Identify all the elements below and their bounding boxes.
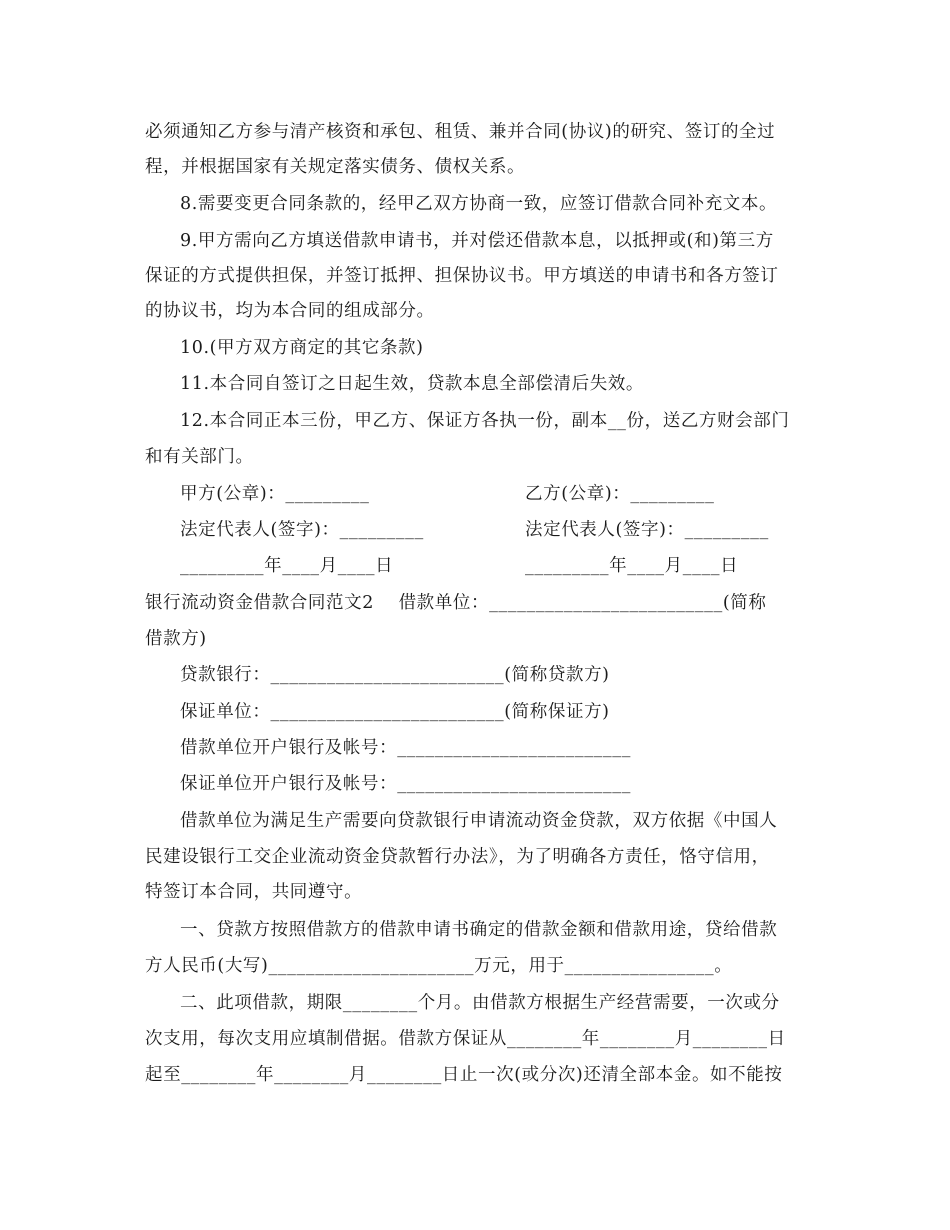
party-a-seal: 甲方(公章)：_________ — [180, 484, 370, 504]
party-a-representative: 法定代表人(签字)：_________ — [180, 520, 424, 540]
text-line: 程，并根据国家有关规定落实债务、债权关系。 — [145, 157, 526, 177]
text-line: 保证的方式提供担保，并签订抵押、担保协议书。甲方填送的申请书和各方签订 — [145, 266, 779, 286]
text-line: 贷款银行：_________________________(简称贷款方) — [180, 665, 610, 685]
text-line: 的协议书，均为本合同的组成部分。 — [145, 301, 435, 321]
text-line: 必须通知乙方参与清产核资和承包、租赁、兼并合同(协议)的研究、签订的全过 — [145, 122, 776, 142]
party-b-seal: 乙方(公章)：_________ — [525, 484, 715, 504]
party-b-date: _________年____月____日 — [525, 556, 739, 576]
text-line: 特签订本合同，共同遵守。 — [145, 882, 363, 902]
text-line: 9.甲方需向乙方填送借款申请书，并对偿还借款本息，以抵押或(和)第三方 — [180, 231, 774, 251]
text-line: 借款方) — [145, 629, 207, 649]
text-line: 11.本合同自签订之日起生效，贷款本息全部偿清后失效。 — [180, 374, 645, 394]
text-line: 民建设银行工交企业流动资金贷款暂行办法》，为了明确各方责任，恪守信用， — [145, 847, 770, 867]
text-line: 次支用，每次支用应填制借据。借款方保证从________年________月________日 — [145, 1029, 786, 1049]
text-line: 10.(甲方双方商定的其它条款) — [180, 338, 424, 358]
text-line: 和有关部门。 — [145, 447, 254, 467]
text-line: 一、贷款方按照借款方的借款申请书确定的借款金额和借款用途，贷给借款 — [180, 920, 778, 940]
text-line: 8.需要变更合同条款的，经甲乙双方协商一致，应签订借款合同补充文本。 — [180, 194, 778, 214]
text-line: 方人民币(大写)______________________万元，用于________________。 — [145, 956, 733, 976]
text-line: 借款单位为满足生产需要向贷款银行申请流动资金贷款，双方依据《中国人 — [180, 811, 778, 831]
party-b-representative: 法定代表人(签字)：_________ — [525, 520, 769, 540]
party-a-date: _________年____月____日 — [180, 556, 394, 576]
text-line: 保证单位开户银行及帐号：_________________________ — [180, 774, 631, 794]
text-line: 银行流动资金借款合同范文2 借款单位：_________________________(简称 — [145, 593, 767, 613]
text-line: 借款单位开户银行及帐号：_________________________ — [180, 738, 631, 758]
text-line: 二、此项借款，期限________个月。由借款方根据生产经营需要，一次或分 — [180, 993, 780, 1013]
text-line: 起至________年________月________日止一次(或分次)还清全部本金。如不能按 — [145, 1065, 783, 1085]
text-line: 12.本合同正本三份，甲乙方、保证方各执一份，副本__份，送乙方财会部门 — [180, 411, 790, 431]
text-line: 保证单位：_________________________(简称保证方) — [180, 702, 610, 722]
